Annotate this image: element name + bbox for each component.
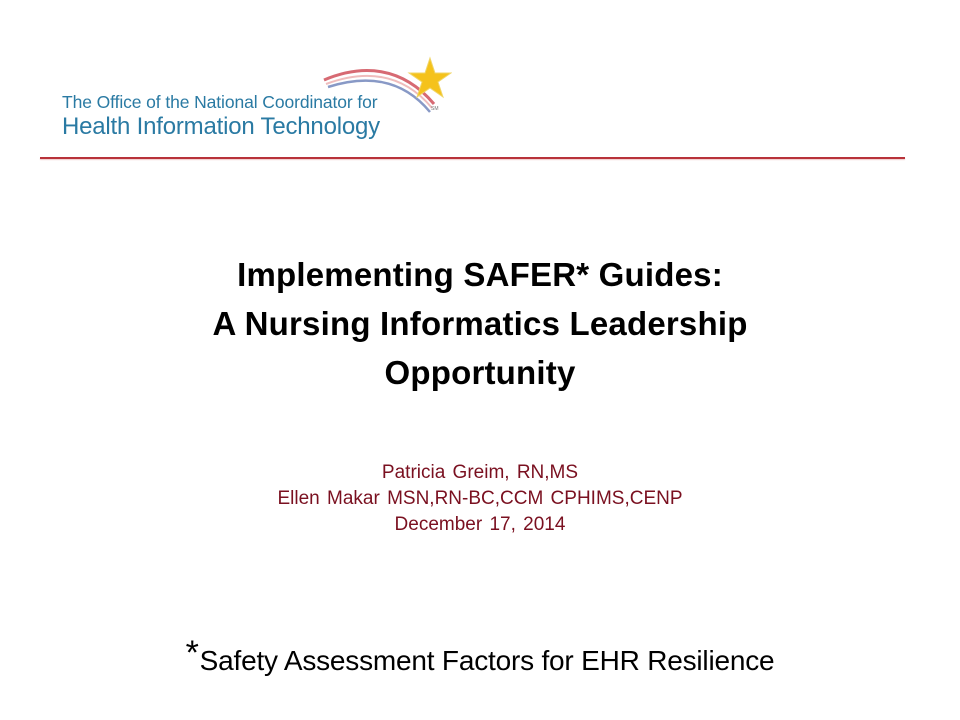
- logo-line-2: Health Information Technology: [62, 113, 380, 140]
- author-block: [0, 460, 960, 538]
- footnote-text: Safety Assessment Factors for EHR Resilience: [199, 645, 775, 676]
- header-divider: [40, 157, 905, 159]
- presentation-date: December 17, 2014: [394, 514, 566, 535]
- author-1: Patricia Greim, RN,MS: [381, 462, 579, 483]
- footnote: [0, 634, 960, 679]
- logo-line-1: The Office of the National Coordinator for: [62, 92, 378, 112]
- slide-title: [0, 250, 960, 397]
- trademark-mark: SM: [431, 106, 439, 112]
- author-2: Ellen Makar MSN,RN-BC,CCM CPHIMS,CENP: [277, 488, 683, 509]
- title-line-3: Opportunity: [384, 354, 576, 391]
- onc-logo: [62, 56, 452, 146]
- title-line-2: A Nursing Informatics Leadership: [212, 305, 748, 342]
- title-line-1: Implementing SAFER* Guides:: [237, 256, 723, 293]
- footnote-marker: *: [185, 634, 199, 672]
